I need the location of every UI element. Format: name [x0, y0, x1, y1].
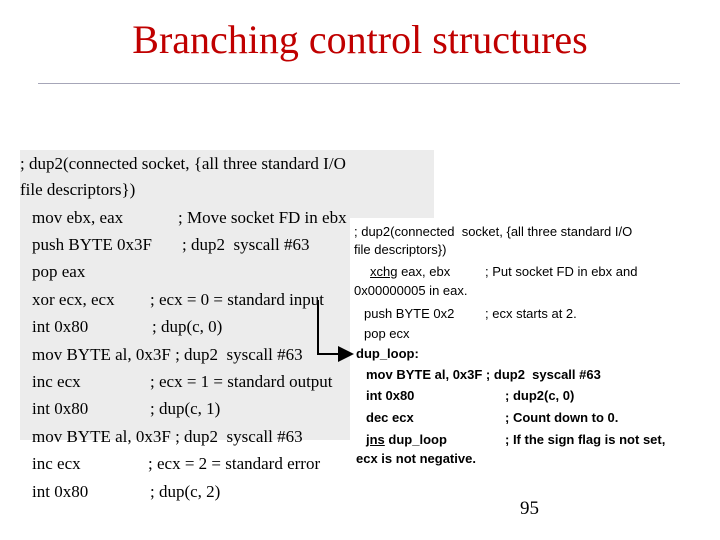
code-line [354, 240, 446, 260]
code-comment: ; Count down to 0. [505, 410, 619, 425]
code-comment: ; ecx = 1 = standard output [150, 372, 333, 391]
code-comment: ; dup(c, 0) [152, 317, 223, 336]
code-keyword: jns [366, 432, 385, 447]
code-text: file descriptors}) [20, 180, 136, 199]
code-text: 0x00000005 in eax. [354, 283, 468, 298]
code-text: pop ecx [364, 326, 410, 341]
code-line [20, 152, 346, 176]
code-text: file descriptors}) [354, 242, 447, 257]
code-line [370, 262, 450, 282]
code-keyword: xchg [370, 264, 398, 279]
code-comment: ; ecx = 0 = standard input [150, 290, 325, 309]
code-comment: ; If the sign flag is not set, [505, 432, 666, 447]
code-line [20, 178, 135, 202]
code-text: xor ecx, ecx [32, 290, 115, 309]
code-text: mov BYTE al, 0x3F ; dup2 syscall #63 [366, 367, 601, 382]
code-text: inc ecx [32, 372, 81, 391]
code-line [32, 260, 85, 284]
title-divider [38, 83, 680, 84]
code-text: inc ecx [32, 454, 81, 473]
code-text: ; dup2(connected socket, {all three standard I/O [20, 154, 346, 173]
code-text: ; dup2(connected socket, {all three standard I/O [354, 224, 633, 239]
slide-title: Branching control structures [132, 17, 588, 62]
code-text: int 0x80 [366, 388, 415, 403]
code-text: dup_loop [384, 432, 447, 447]
code-comment: ; ecx starts at 2. [485, 306, 577, 321]
code-comment: ; Move socket FD in ebx [178, 208, 347, 227]
code-text: dec ecx [366, 410, 414, 425]
code-line [364, 324, 410, 344]
code-comment: ; dup2(c, 0) [505, 388, 575, 403]
code-line [366, 430, 447, 450]
code-comment: ; dup2 syscall #63 [182, 235, 310, 254]
code-line [32, 397, 88, 421]
code-text: mov ebx, eax [32, 208, 124, 227]
code-line [366, 408, 414, 428]
code-line [32, 343, 303, 367]
code-text: pop eax [32, 262, 86, 281]
code-text: eax, ebx [397, 264, 451, 279]
code-line [32, 480, 88, 504]
code-line [32, 233, 152, 257]
code-comment: ; ecx = 2 = standard error [148, 454, 321, 473]
code-text: ecx is not negative. [356, 451, 476, 466]
code-comment: ; dup(c, 1) [150, 399, 221, 418]
code-line [32, 370, 81, 394]
code-comment: ; Put socket FD in ebx and [485, 264, 638, 279]
code-text: push BYTE 0x3F [32, 235, 152, 254]
code-line [32, 452, 81, 476]
code-text: int 0x80 [32, 317, 89, 336]
code-line [32, 315, 88, 339]
code-comment: ; dup(c, 2) [150, 482, 221, 501]
loop-label: dup_loop: [356, 346, 419, 361]
code-text: int 0x80 [32, 482, 89, 501]
code-line [32, 206, 123, 230]
code-line [356, 449, 476, 469]
code-line [366, 386, 414, 406]
code-text: mov BYTE al, 0x3F ; dup2 syscall #63 [32, 427, 303, 446]
code-text: mov BYTE al, 0x3F ; dup2 syscall #63 [32, 345, 303, 364]
code-text: push BYTE 0x2 [364, 306, 455, 321]
page-number: 95 [520, 498, 539, 519]
code-line [354, 281, 467, 301]
code-line [354, 222, 632, 242]
code-line [32, 288, 115, 312]
code-line [364, 304, 454, 324]
code-text: int 0x80 [32, 399, 89, 418]
code-line [32, 425, 303, 449]
code-line [366, 365, 601, 385]
